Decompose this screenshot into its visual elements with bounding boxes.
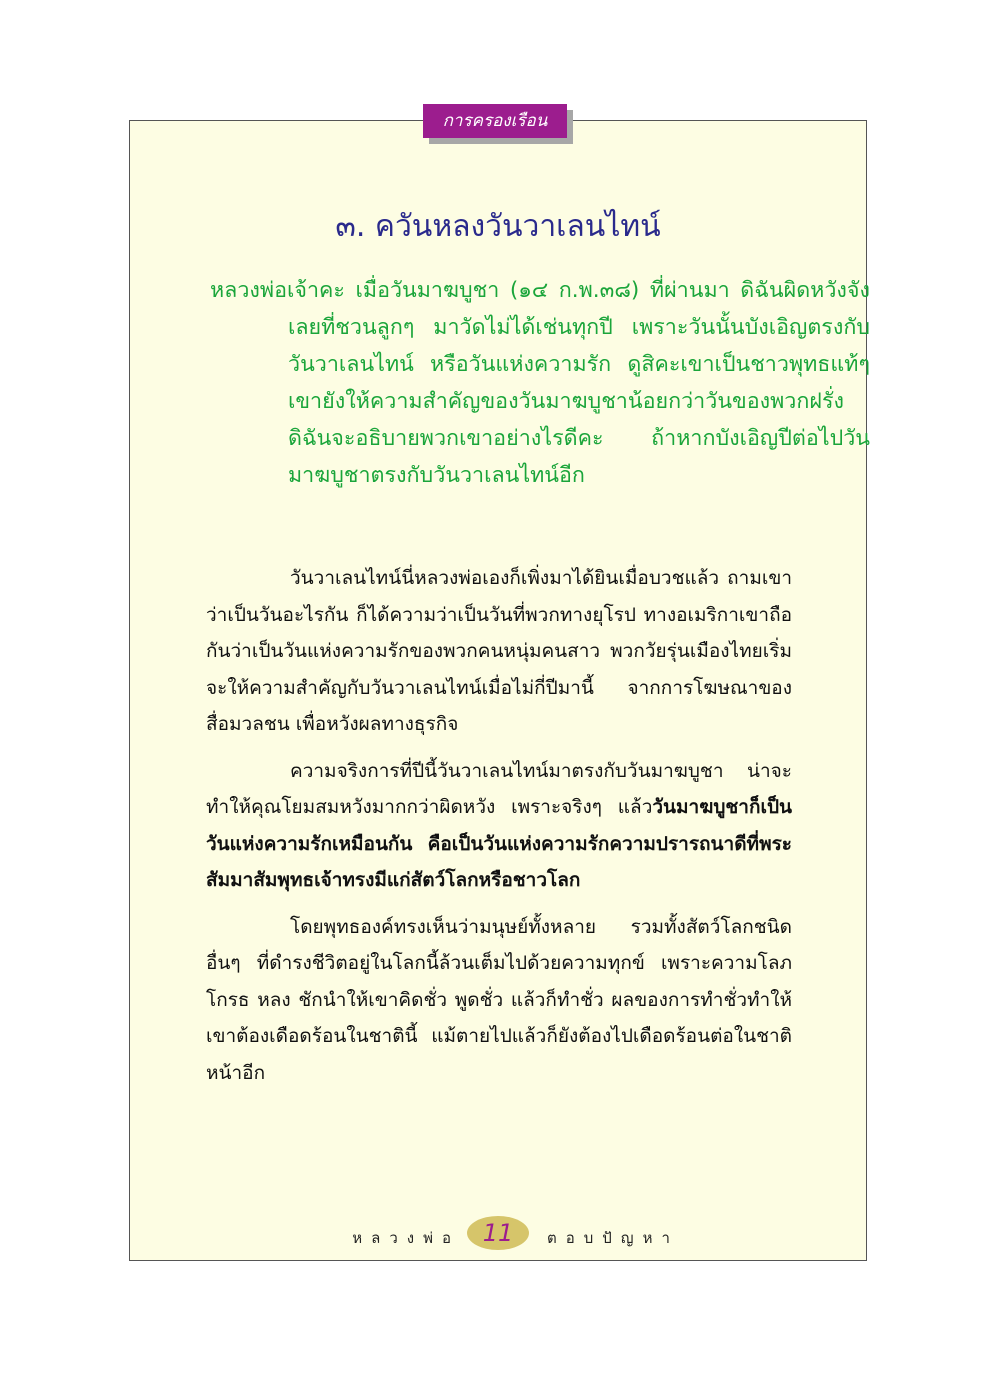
answer-paragraph-2	[206, 753, 792, 899]
section-label: การครองเรือน	[423, 104, 567, 138]
answer-paragraph-1: วันวาเลนไทน์นี่หลวงพ่อเองก็เพิ่งมาได้ยินเมื่อบวชแล้ว ถามเขาว่าเป็นวันอะไรกัน ก็ได้ความว่าเป็นวันที่พวกทางยุโรป ทางอเมริกาเขาถือกันว่าเป็นวันแห่งความรักของพวกคนหนุ่มคนสาว พวกวัยรุ่นเมืองไทยเริ่มจะให้ความสำคัญกับวันวาเลนไทน์เมื่อไม่กี่ปีมานี้ จากการโฆษณาของสื่อมวลชน เพื่อหวังผลทางธุรกิจ	[206, 567, 792, 735]
question-text: หลวงพ่อเจ้าคะ เมื่อวันมาฆบูชา (๑๔ ก.พ.๓๘) ที่ผ่านมา ดิฉันผิดหวังจังเลยที่ชวนลูกๆ มาวัดไม่ได้เช่นทุกปี เพราะวันนั้นบังเอิญตรงกับวันวาเลนไทน์ หรือวันแห่งความรัก ดูสิคะเขาเป็นชาวพุทธแท้ๆ เขายังให้ความสำคัญของวันมาฆบูชาน้อยกว่าวันของพวกฝรั่ง ดิฉันจะอธิบายพวกเขาอย่างไรดีคะ ถ้าหากบังเอิญปีต่อไปวันมาฆบูชาตรงกับวันวาเลนไทน์อีก	[210, 278, 870, 488]
section-tab	[423, 104, 573, 144]
page-footer	[129, 1214, 867, 1254]
answer-paragraph-3: โดยพุทธองค์ทรงเห็นว่ามนุษย์ทั้งหลาย รวมทั้งสัตว์โลกชนิดอื่นๆ ที่ดำรงชีวิตอยู่ในโลกนี้ล้วนเต็มไปด้วยความทุกข์ เพราะความโลภ โกรธ หลง ชักนำให้เขาคิดชั่ว พูดชั่ว แล้วก็ทำชั่ว ผลของการทำชั่วทำให้เขาต้องเดือดร้อนในชาตินี้ แม้ตายไปแล้วก็ยังต้องไปเดือดร้อนต่อในชาติหน้าอีก	[206, 915, 792, 1084]
answer-body	[206, 560, 792, 1101]
answer-paragraph-2-bold: วันมาฆบูชาก็เป็นวันแห่งความรักเหมือนกัน คือเป็นวันแห่งความรักความปรารถนาดีที่พระสัมมาสัมพุทธเจ้าทรงมีแก่สัตว์โลกหรือชาวโลก	[206, 796, 792, 891]
page-number: 11	[467, 1216, 529, 1250]
answer-paragraph-2-plain: ความจริงการที่ปีนี้วันวาเลนไทน์มาตรงกับวันมาฆบูชา น่าจะทำให้คุณโยมสมหวังมากกว่าผิดหวัง เพราะจริงๆ แล้ว	[206, 759, 792, 818]
footer-left-text: หลวงพ่อ	[352, 1229, 460, 1247]
chapter-title: ๓. ควันหลงวันวาเลนไทน์	[335, 209, 661, 244]
footer-right-text: ตอบปัญหา	[547, 1229, 679, 1247]
